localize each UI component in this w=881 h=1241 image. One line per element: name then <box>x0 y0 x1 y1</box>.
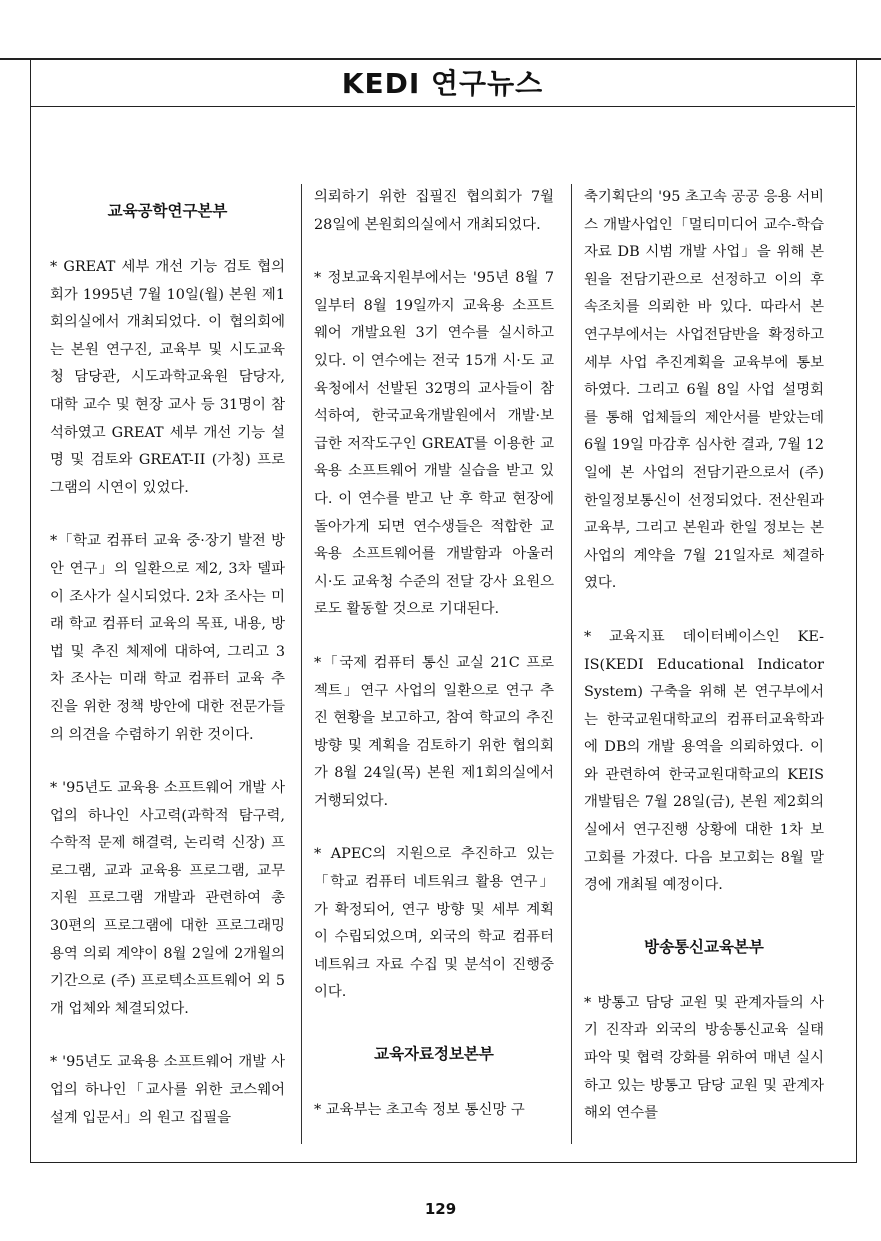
section-heading: 교육자료정보본부 <box>374 1045 494 1064</box>
news-paragraph: * '95년도 교육용 소프트웨어 개발 사업의 하나인「교사를 위한 코스웨어 설계 입문서」의 원고 집필을 <box>50 1054 285 1126</box>
news-paragraph: * 교육부는 초고속 정보 통신망 구 <box>314 1102 525 1119</box>
news-paragraph: * '95년도 교육용 소프트웨어 개발 사업의 하나인 사고력(과학적 탐구력, 수학적 문제 해결력, 논리력 신장) 프로그램, 교과 교육용 프로그램, 교무 지원 프로그램 개발과 관련하여 총 30편의 프로그램에 대한 프로그래밍 용역 의뢰 계약이 8월 2일에 2개월의 기간으로 (주) 프로텍소프트웨어 외 5개 업체와 체결되었다. <box>50 780 285 1017</box>
news-paragraph: 축기획단의 '95 초고속 공공 응용 서비스 개발사업인「멀티미디어 교수-학습자료 DB 시범 개발 사업」을 위해 본원을 전담기관으로 선정하고 이의 후속조치를 의뢰한 바 있다. 따라서 본 연구부에서는 사업전담반을 확정하고 세부 사업 추진계획을 교육부에 통보하였다. 그리고 6월 8일 사업 설명회를 통해 업체들의 제안서를 받았는데 6월 19일 마감후 심사한 결과, 7월 12일에 본 사업의 전담기관으로서 (주) 한일정보통신이 선정되었다. 전산원과 교육부, 그리고 본원과 한일 정보는 본 사업의 계약을 7월 21일자로 체결하였다. <box>584 189 824 592</box>
news-paragraph: *「학교 컴퓨터 교육 중·장기 발전 방안 연구」의 일환으로 제2, 3차 델파이 조사가 실시되었다. 2차 조사는 미래 학교 컴퓨터 교육의 목표, 내용, 방법 및 추진 체제에 대하여, 그리고 3차 조사는 미래 학교 컴퓨터 교육 추진을 위한 정책 방안에 대한 전문가들의 의견을 수렴하기 위한 것이다. <box>50 533 285 743</box>
page-title: KEDI 연구뉴스 <box>341 67 544 100</box>
section-heading: 방송통신교육본부 <box>644 937 764 956</box>
section-heading: 교육공학연구본부 <box>107 202 228 220</box>
column-2 <box>302 184 554 1151</box>
column-1 <box>30 198 285 1158</box>
news-paragraph: * 방통고 담당 교원 및 관계자들의 사기 진작과 외국의 방송통신교육 실태 파악 및 협력 강화를 위하여 매년 실시하고 있는 방통고 담당 교원 및 관계자 해외 연수를 <box>584 994 824 1122</box>
news-paragraph: * APEC의 지원으로 추진하고 있는「학교 컴퓨터 네트워크 활용 연구」가 확정되어, 연구 방향 및 세부 계획이 수립되었으며, 외국의 학교 컴퓨터 네트워크 자료 수집 및 분석이 진행중이다. <box>314 846 554 1001</box>
news-paragraph: * GREAT 세부 개선 기능 검토 협의회가 1995년 7월 10일(월) 본원 제1회의실에서 개최되었다. 이 협의회에는 본원 연구진, 교육부 및 시도교육청 담당관, 시도과학교육원 담당자, 대학 교수 및 현장 교사 등 31명이 참석하였고 GREAT 세부 개선 기능 설명 및 검토와 GREAT-II (가칭) 프로그램의 시연이 있었다. <box>50 259 285 496</box>
news-paragraph: *「국제 컴퓨터 통신 교실 21C 프로젝트」연구 사업의 일환으로 연구 추진 현황을 보고하고, 참여 학교의 추진 방향 및 계획을 검토하기 위한 협의회가 8월 24일(목) 본원 제1회의실에서 거행되었다. <box>314 654 554 809</box>
news-paragraph: * 교육지표 데이터베이스인 KE-IS(KEDI Educational Indicator System) 구축을 위해 본 연구부에서는 한국교원대학교의 컴퓨터교육학과에 DB의 개발 용역을 의뢰하였다. 이와 관련하여 한국교원대학교의 KEIS 개발팀은 7월 28일(금), 본원 제2회의실에서 연구진행 상황에 대한 1차 보고회를 가졌다. 다음 보고회는 8월 말경에 개최될 예정이다. <box>584 628 824 894</box>
news-paragraph: 의뢰하기 위한 집필진 협의회가 7월 28일에 본원회의실에서 개최되었다. <box>314 189 554 233</box>
page-header <box>30 58 855 107</box>
news-paragraph: * 정보교육지원부에서는 '95년 8월 7일부터 8월 19일까지 교육용 소프트웨어 개발요원 3기 연수를 실시하고 있다. 이 연수에는 전국 15개 시·도 교육청에서 선발된 32명의 교사들이 참석하여, 한국교육개발원에서 개발·보급한 저작도구인 GREAT를 이용한 교육용 소프트웨어 개발 실습을 받고 있다. 이 연수를 받고 난 후 학교 현장에 돌아가게 되면 연수생들은 적합한 교육용 소프트웨어를 개발함과 아울러 시·도 교육청 수준의 전달 강사 요원으로도 활동할 것으로 기대된다. <box>314 270 554 618</box>
page-number: 129 <box>424 1200 457 1218</box>
column-3 <box>572 184 824 1154</box>
